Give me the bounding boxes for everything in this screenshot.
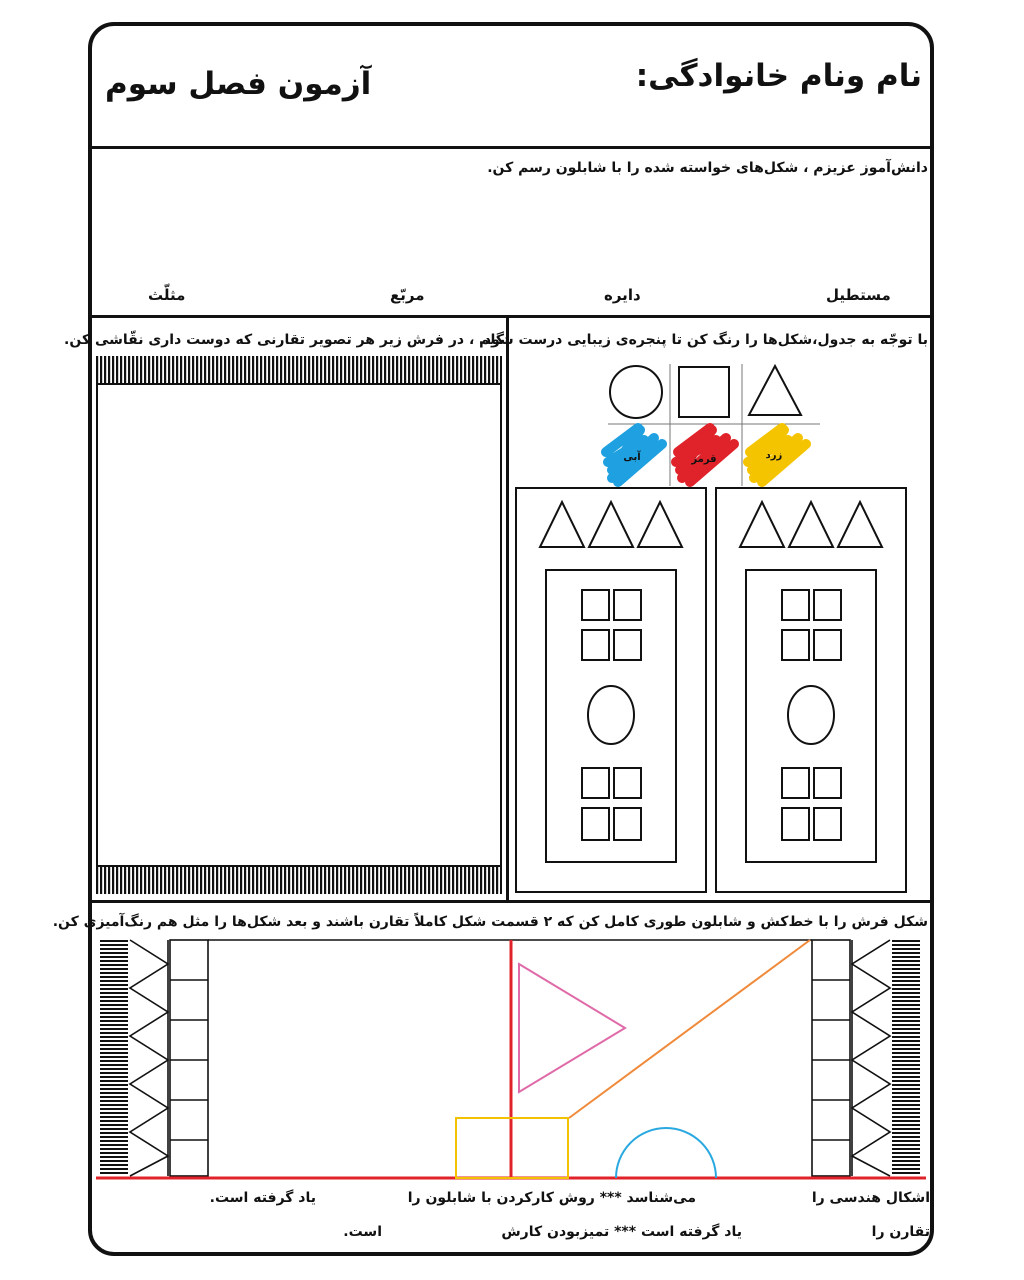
- name-label: نام ونام خانوادگی:: [635, 58, 922, 94]
- section2-instruction: با توجّه به جدول،شکل‌ها را رنگ کن تا پنجره‌ی زیبایی درست شود.: [478, 332, 928, 348]
- legend-triangle-icon: [749, 366, 801, 415]
- rug-drawing-area[interactable]: [96, 356, 502, 894]
- window-left[interactable]: [516, 488, 706, 892]
- legend-red-label: قرمز: [691, 454, 717, 465]
- footer-r2-a: تقارن را: [871, 1224, 930, 1240]
- footer-r2-c: است.: [343, 1224, 382, 1240]
- label-square: مربّع: [390, 286, 425, 304]
- legend-circle-icon: [610, 366, 662, 418]
- label-triangle: مثلّث: [148, 286, 186, 304]
- label-circle: دایره: [604, 286, 641, 304]
- rug-diagonal-line: [569, 940, 810, 1118]
- exam-title: آزمون فصل سوم: [105, 66, 372, 102]
- footer-r1-b: می‌شناسد *** روش کارکردن با شابلون را: [407, 1190, 696, 1206]
- section1-instruction: دانش‌آموز عزیزم ، شکل‌های خواسته شده را با شابلون رسم کن.: [487, 160, 928, 176]
- label-rectangle: مستطیل: [826, 286, 891, 304]
- footer-r2-b: یاد گرفته است *** تمیزبودن کارش: [501, 1224, 742, 1240]
- rug-semicircle: [616, 1128, 716, 1178]
- legend-yellow-label: زرد: [765, 450, 783, 461]
- footer-r1-a: اشکال هندسی را: [811, 1190, 930, 1206]
- legend-blue-label: آبی: [623, 452, 641, 463]
- legend-square-icon: [679, 367, 729, 417]
- section4-instruction: شکل فرش را با خط‌کش و شابلون طوری کامل کن که ۲ قسمت شکل کاملاً تقارن باشند و بعد شکل‌ها را مثل هم رنگ‌آمیزی کن.: [52, 914, 928, 930]
- window-right[interactable]: [716, 488, 906, 892]
- section3-instruction: گلم ، در فرش زیر هر تصویر تقارنی که دوست داری نقّاشی کن.: [64, 332, 504, 348]
- footer-r1-c: یاد گرفته است.: [209, 1190, 316, 1206]
- rug-half-triangle: [519, 964, 625, 1092]
